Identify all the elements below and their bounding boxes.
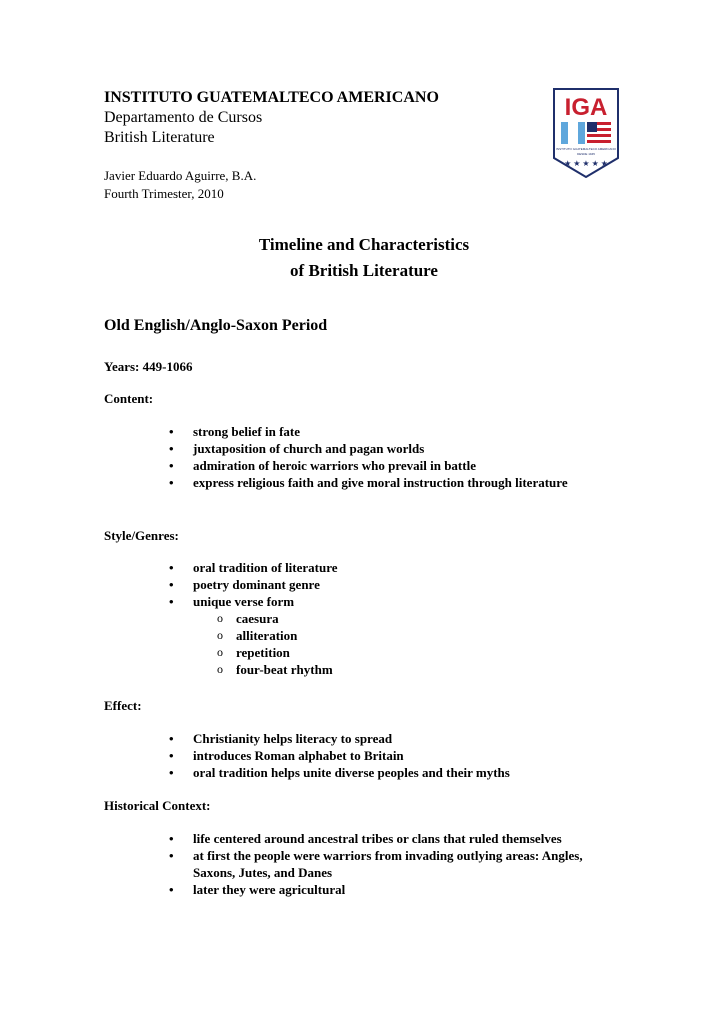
title-line-2: of British Literature xyxy=(290,261,438,280)
bullet-icon: • xyxy=(169,577,174,592)
teacher-name: Javier Eduardo Aguirre, B.A. xyxy=(104,168,257,183)
style-label: Style/Genres: xyxy=(104,528,179,543)
list-item: • admiration of heroic warriors who prevail in battle xyxy=(169,458,476,473)
list-item: • life centered around ancestral tribes or clans that ruled themselves xyxy=(169,831,562,846)
list-item: • Christianity helps literacy to spread xyxy=(169,731,393,746)
bullet-icon: • xyxy=(169,424,174,439)
logo-subtitle: INSTITUTO GUATEMALTECO AMERICANO xyxy=(556,147,616,151)
iga-logo xyxy=(553,88,619,178)
sublist-item: o alliteration xyxy=(217,628,298,643)
verse-form-sublist xyxy=(193,610,634,678)
list-item: • strong belief in fate xyxy=(169,424,300,439)
content-label: Content: xyxy=(104,391,154,406)
style-list xyxy=(164,559,634,678)
circle-bullet-icon: o xyxy=(217,611,223,625)
logo-since: DESDE 1945 xyxy=(577,152,595,156)
department-name: Departamento de Cursos xyxy=(104,109,263,126)
term: Fourth Trimester, 2010 xyxy=(104,186,224,201)
bullet-icon: • xyxy=(169,475,174,490)
list-item: • poetry dominant genre xyxy=(169,577,320,592)
bullet-icon: • xyxy=(169,848,174,863)
list-item: • introduces Roman alphabet to Britain xyxy=(169,748,404,763)
list-item: • oral tradition helps unite diverse peoples and their myths xyxy=(169,765,510,780)
bullet-icon: • xyxy=(169,831,174,846)
years-label: Years: 449-1066 xyxy=(104,359,193,374)
effect-list xyxy=(164,730,634,781)
bullet-icon: • xyxy=(169,560,174,575)
institution-name: INSTITUTO GUATEMALTECO AMERICANO xyxy=(104,89,439,106)
title-line-1: Timeline and Characteristics xyxy=(258,235,470,254)
period-heading: Old English/Anglo-Saxon Period xyxy=(104,317,328,334)
bullet-icon: • xyxy=(169,765,174,780)
sublist-item: o four-beat rhythm xyxy=(217,662,333,677)
bullet-icon: • xyxy=(169,748,174,763)
list-item: • oral tradition of literature xyxy=(169,560,338,575)
bullet-icon: • xyxy=(169,594,174,609)
bullet-icon: • xyxy=(169,882,174,897)
effect-label: Effect: xyxy=(104,698,142,713)
circle-bullet-icon: o xyxy=(217,628,223,642)
bullet-icon: • xyxy=(169,731,174,746)
page-title xyxy=(0,232,728,284)
circle-bullet-icon: o xyxy=(217,662,223,676)
historical-label: Historical Context: xyxy=(104,798,211,813)
list-item: • later they were agricultural xyxy=(169,882,346,897)
logo-text: IGA xyxy=(564,94,608,121)
sublist-item: o repetition xyxy=(217,645,290,660)
list-item: • juxtaposition of church and pagan worlds xyxy=(169,441,425,456)
historical-list xyxy=(164,830,624,898)
logo-stars: ★ ★ ★ ★ ★ xyxy=(564,159,608,168)
list-item: • at first the people were warriors from invading outlying areas: Angles, Saxons, Jutes, and Danes xyxy=(169,848,583,880)
list-item: • unique verse form o caesura o alliteration o repetition o four-beat rhythm xyxy=(164,593,634,678)
sublist-item: o caesura xyxy=(217,611,279,626)
circle-bullet-icon: o xyxy=(217,645,223,659)
course-name: British Literature xyxy=(104,129,215,146)
bullet-icon: • xyxy=(169,458,174,473)
content-list xyxy=(164,423,634,491)
list-item: • express religious faith and give moral instruction through literature xyxy=(169,475,568,490)
bullet-icon: • xyxy=(169,441,174,456)
